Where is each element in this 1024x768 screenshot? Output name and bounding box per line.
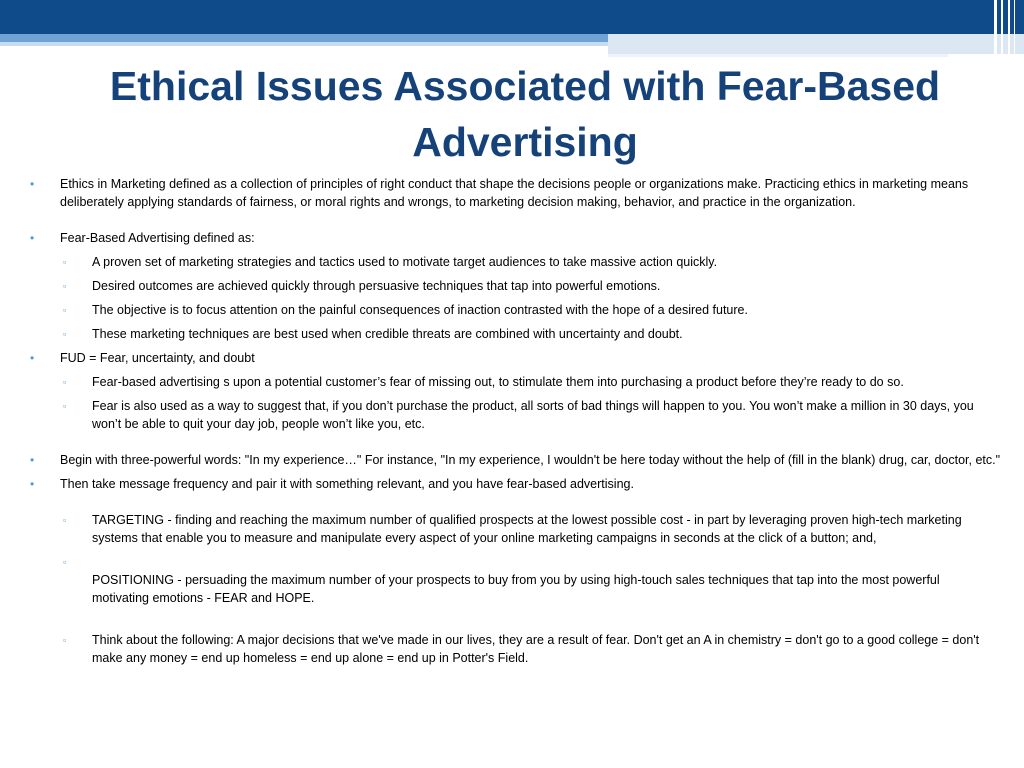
positioning-and: and [247,591,276,605]
sub-bullet-think [0,631,1024,667]
bullet-text: Then take message frequency and pair it with something relevant, and you have fear-based advertising. [60,477,634,491]
header-right-line [608,54,948,57]
sub-bullet [0,397,1024,433]
sub-bullet-text: Fear is also used as a way to suggest that, if you don’t purchase the product, all sorts of bad things will happen to you. You won’t make a million in 30 days, you won’t be able to quit your day job, people won’t like you, etc. [92,399,974,431]
bullet-dot-icon: • [30,351,35,365]
slide-body [0,175,1024,667]
bullet-text: Ethics in Marketing defined as a collection of principles of right conduct that shape the decisions people or organizations make. Practicing ethics in marketing means deliberately applying standards of fairness, or moral rights and wrongs, to marketing decision making, behavior, and practice in the organization. [60,177,969,209]
sub-bullet-square-icon: ▫ [63,329,67,339]
sub-bullet-text: Think about the following: A major decisions that we've made in our lives, they are a result of fear. Don't get an A in chemistry = don't go to a good college = don't make any money = end up homeless = end up alone = end up in Potter's Field. [92,633,980,665]
sub-bullet-square-icon: ▫ [63,401,67,411]
sub-bullet-positioning [0,571,1024,607]
positioning-text: the maximum number of your prospects to buy from you by using [246,573,614,587]
positioning-fear: FEAR [214,591,248,605]
sub-bullet-square-icon: ▫ [63,515,67,525]
sub-bullet-square-icon: ▫ [63,557,67,567]
targeting-emphasis-systems: proven high-tech marketing systems [92,513,962,545]
bullet-fear-definition [0,229,1024,247]
positioning-period: . [310,591,315,605]
sub-bullet-text: A proven set of marketing strategies and tactics used to motivate target audiences to take massive action quickly. [92,255,718,269]
sub-bullet [0,325,1024,343]
bullet-text: Fear-Based Advertising defined as: [60,231,255,245]
sub-bullet-square-icon: ▫ [63,281,67,291]
bullet-message-frequency [0,475,1024,493]
targeting-text: the maximum number of qualified prospects at the lowest possible cost - in part by leveraging [287,513,811,527]
positioning-emphasis-sales: high-touch sales techniques [613,573,769,587]
bullet-dot-icon: • [30,477,35,491]
sub-bullet [0,277,1024,295]
bullet-text: Begin with three-powerful words: "In my experience…" For instance, "In my experience, I wouldn't be here today without the help of (fill in the blank) drug, car, doctor, etc." [60,453,1001,467]
sub-bullet-targeting [0,511,1024,547]
sub-bullet-square-icon: ▫ [63,257,67,267]
header-vertical-line [1014,0,1015,68]
slide-title: Ethical Issues Associated with Fear-Based Advertising [109,63,941,165]
positioning-hope: HOPE [275,591,311,605]
positioning-emphasis: persuading [185,573,247,587]
bullet-dot-icon: • [30,177,35,191]
bullet-three-words [0,451,1024,469]
header-right-panel [608,34,1024,54]
bullet-dot-icon: • [30,231,35,245]
positioning-text-2: that tap into the most powerful motivating emotions - [92,573,940,605]
sub-bullet [0,373,1024,391]
sub-bullet [0,253,1024,271]
sub-bullet-square-icon: ▫ [63,635,67,645]
sub-bullet-square-icon: ▫ [63,377,67,387]
sub-bullet [0,301,1024,319]
bullet-dot-icon: • [30,453,35,467]
sub-bullet-text: The objective is to focus attention on the painful consequences of inaction contrasted with the hope of a desired future. [92,303,748,317]
targeting-label: TARGETING - [92,513,176,527]
bullet-ethics-definition [0,175,1024,211]
sub-bullet-text: These marketing techniques are best used when credible threats are combined with uncertainty and doubt. [92,327,683,341]
header-band [0,0,1024,34]
targeting-emphasis: finding and reaching [175,513,288,527]
targeting-text-end: that enable you to measure and manipulate every aspect of your online marketing campaigns in seconds at the click of a button; and, [137,531,877,545]
bullet-fud [0,349,1024,367]
positioning-label: POSITIONING - [92,573,186,587]
sub-bullet-empty [0,553,1024,571]
bullet-text: FUD = Fear, uncertainty, and doubt [60,351,255,365]
sub-bullet-text: Desired outcomes are achieved quickly through persuasive techniques that tap into powerful emotions. [92,279,661,293]
sub-bullet-text: Fear-based advertising s upon a potential customer’s fear of missing out, to stimulate them into purchasing a product before they’re ready to do so. [92,375,904,389]
sub-bullet-square-icon: ▫ [63,305,67,315]
